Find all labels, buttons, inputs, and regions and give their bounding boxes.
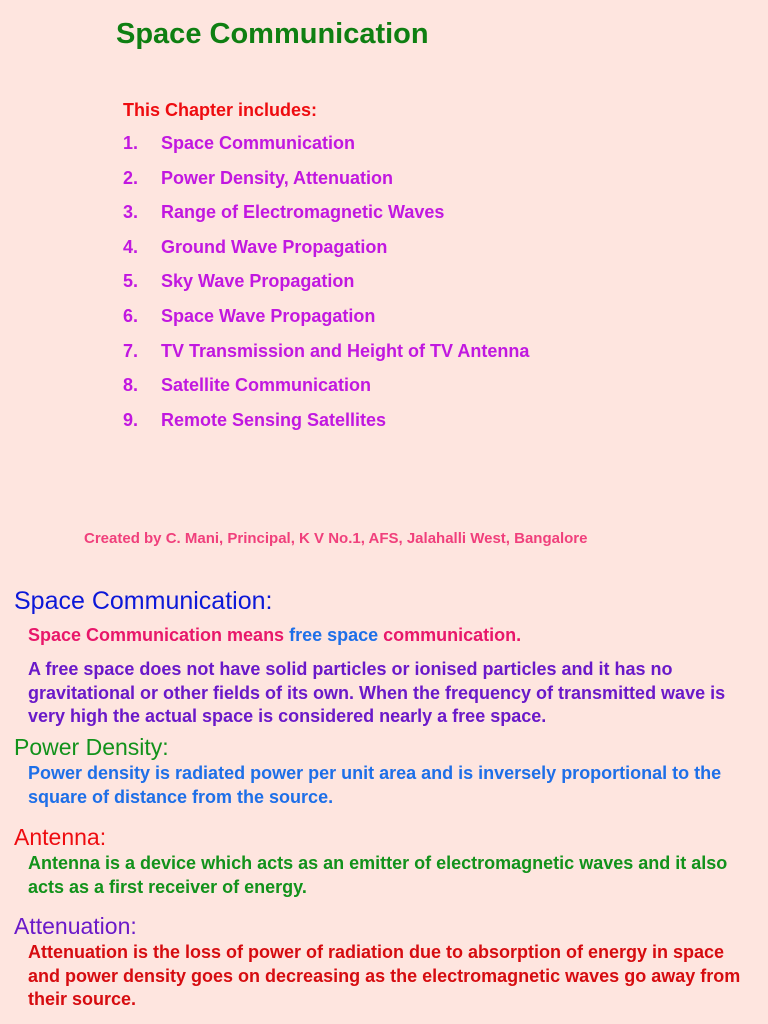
list-item-number: 1. <box>123 133 139 153</box>
list-item-label: Space Communication <box>161 133 356 153</box>
list-item-number: 8. <box>123 375 139 396</box>
list-item-number: 5. <box>123 271 139 292</box>
space-communication-definition <box>28 625 521 646</box>
list-item-label: TV Transmission and Height of TV Antenna <box>161 340 530 361</box>
author-credit: Created by C. Mani, Principal, K V No.1, AFS, Jalahalli West, Bangalore <box>84 530 588 547</box>
space-communication-heading: Space Communication: <box>14 587 273 615</box>
chapter-contents-list <box>123 133 529 444</box>
list-item-number: 4. <box>123 236 139 257</box>
definition-highlight: free space <box>289 625 379 645</box>
list-item-label: Satellite Communication <box>161 375 372 396</box>
free-space-paragraph: A free space does not have solid particles or ionised particles and it has no gravitational or other fields of its own. When the frequency of transmitted wave is very high the actual space is considered nearly a free space. <box>28 659 726 726</box>
list-item-label: Space Wave Propagation <box>161 305 376 326</box>
antenna-heading: Antenna: <box>14 824 107 850</box>
list-item-label: Sky Wave Propagation <box>161 271 355 292</box>
list-item-label: Remote Sensing Satellites <box>161 409 387 430</box>
list-item-label: Ground Wave Propagation <box>161 236 388 257</box>
list-item <box>123 271 529 306</box>
list-item <box>123 306 529 341</box>
definition-text-start: Space Communication means <box>28 625 290 645</box>
attenuation-heading: Attenuation: <box>14 913 137 939</box>
definition-text-end: communication. <box>378 625 522 645</box>
list-item-number: 6. <box>123 305 139 326</box>
list-item <box>123 168 529 203</box>
power-density-heading: Power Density: <box>14 734 169 760</box>
list-item <box>123 133 529 168</box>
list-item <box>123 237 529 272</box>
page-title: Space Communication <box>116 18 429 50</box>
list-item-number: 9. <box>123 409 139 430</box>
attenuation-paragraph: Attenuation is the loss of power of radiation due to absorption of energy in space and power density goes on decreasing as the electromagnetic waves go away from their source. <box>28 942 741 1009</box>
list-item <box>123 341 529 376</box>
list-item <box>123 202 529 237</box>
list-item <box>123 410 529 445</box>
list-item <box>123 375 529 410</box>
list-item-label: Power Density, Attenuation <box>161 167 394 188</box>
list-item-label: Range of Electromagnetic Waves <box>161 202 445 223</box>
antenna-paragraph: Antenna is a device which acts as an emitter of electromagnetic waves and it also acts as a first receiver of energy. <box>28 853 728 897</box>
list-item-number: 3. <box>123 202 139 223</box>
chapter-includes-heading: This Chapter includes: <box>123 100 318 120</box>
power-density-paragraph: Power density is radiated power per unit area and is inversely proportional to the square of distance from the source. <box>28 763 722 807</box>
list-item-number: 2. <box>123 167 139 188</box>
list-item-number: 7. <box>123 340 139 361</box>
